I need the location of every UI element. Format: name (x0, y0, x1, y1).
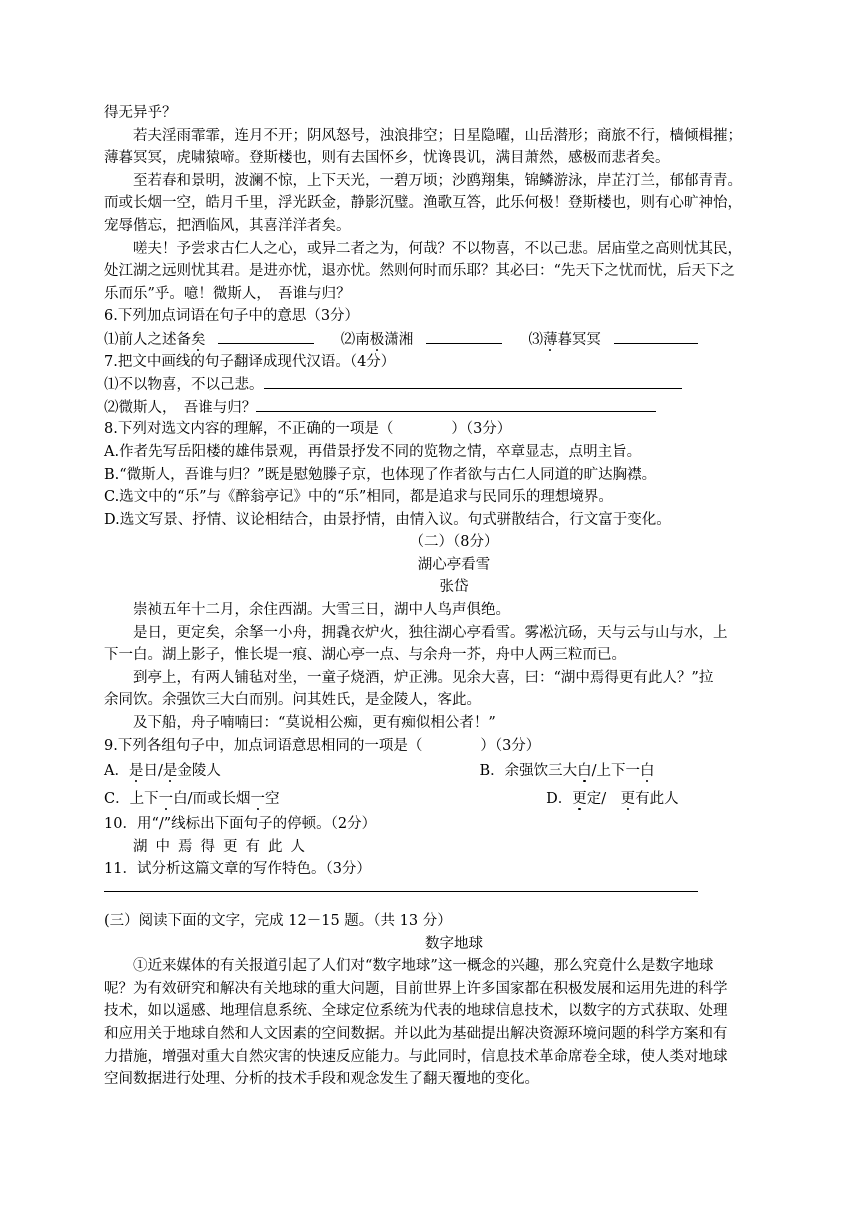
passage-line: 乐而乐”乎。噫！微斯人， 吾谁与归？ (104, 285, 351, 302)
q6-answer-blank-2[interactable] (426, 328, 502, 344)
passage-line: 下一白。湖上影子，惟长堤一痕、湖心亭一点、与余舟一芥，舟中人两三粒而已。 (104, 647, 626, 664)
q9-option-a[interactable]: A．是日/是金陵人 (104, 763, 221, 780)
q8-option-d[interactable]: D.选文写景、抒情、议论相结合，由景抒情，由情入议。句式骈散结合，行文富于变化。 (104, 511, 671, 528)
q7-answer-line-1[interactable] (264, 373, 682, 389)
q8-option-c[interactable]: C.选文中的“乐”与《醉翁亭记》中的“乐”相同，都是追求与民同乐的理想境界。 (104, 489, 613, 506)
question-10-stem: 10．用“/”线标出下面句子的停顿。（2分） (104, 816, 377, 833)
passage-line: 嗟夫！予尝求古仁人之心，或异二者之为，何哉？不以物喜，不以己悲。居庙堂之高则忧其民， (133, 240, 742, 257)
passage-line: 及下船，舟子喃喃曰：“莫说相公痴，更有痴似相公者！” (133, 715, 496, 732)
question-10-sentence[interactable]: 湖中焉得更有此人 (133, 838, 313, 855)
question-7-stem: 7.把文中画线的句子翻译成现代汉语。（4分） (104, 353, 396, 370)
passage-line: ①近来媒体的有关报道引起了人们对“数字地球”这一概念的兴趣，那么究竟什么是数字地球 (133, 958, 714, 975)
document-page (104, 102, 804, 1091)
section-2-title: 湖心亭看雪 (417, 556, 491, 573)
question-11-stem: 11．试分析这篇文章的写作特色。（3分） (104, 861, 371, 878)
q6-item-2: ⑵南极潇湘 (340, 331, 414, 348)
question-9-stem: 9.下列各组句子中，加点词语意思相同的一项是（ ）（3分） (104, 737, 541, 754)
passage-line: 崇祯五年十二月，余住西湖。大雪三日，湖中人鸟声俱绝。 (133, 602, 510, 619)
q9-option-d[interactable]: D．更定/ 更有此人 (546, 791, 679, 808)
question-8-stem: 8.下列对选文内容的理解，不正确的一项是（ ）（3分） (104, 421, 512, 438)
passage-line: 呢？为有效研究和解决有关地球的重大问题，目前世界上许多国家都在积极发展和运用先进的科学 (104, 980, 728, 997)
section-2-heading: （二）（8分） (409, 534, 499, 551)
question-6-items (104, 328, 804, 351)
q7-answer-line-2[interactable] (256, 396, 656, 412)
passage-line: 是日，更定矣，余拏一小舟，拥毳衣炉火，独往湖心亭看雪。雾凇沆砀，天与云与山与水，上 (133, 624, 728, 641)
q8-option-b[interactable]: B.“微斯人，吾谁与归？”既是慰勉滕子京，也体现了作者欲与古仁人同道的旷达胸襟。 (104, 466, 657, 483)
passage-line: 薄暮冥冥，虎啸猿啼。登斯楼也，则有去国怀乡，忧谗畏讥，满目萧然，感极而悲者矣。 (104, 150, 670, 167)
question-7-item-1: ⑴不以物喜，不以己悲。 (104, 373, 804, 396)
passage-line: 技术，如以遥感、地理信息系统、全球定位系统为代表的地球信息技术，以数字的方式获取、处理 (104, 1003, 728, 1020)
q9-options-row-1 (104, 757, 804, 785)
passage-line: 得无异乎？ (104, 105, 177, 121)
passage-line: 而或长烟一空，皓月千里，浮光跃金，静影沉璧。渔歌互答，此乐何极！登斯楼也，则有心旷神怡， (104, 195, 742, 212)
q9-option-b[interactable]: B．余强饮三大白/上下一白 (479, 763, 655, 780)
passage-line: 力措施，增强对重大自然灾害的快速反应能力。与此同时，信息技术革命席卷全球，使人类对地球 (104, 1048, 728, 1065)
q6-answer-blank-3[interactable] (614, 328, 698, 344)
q9-option-c[interactable]: C．上下一白/而或长烟一空 (104, 791, 280, 808)
q6-item-3: ⑶薄暮冥冥 (528, 331, 601, 348)
section-3-heading: (三）阅读下面的文字，完成 12－15 题。（共 13 分） (104, 913, 452, 929)
passage-line: 处江湖之远则忧其君。是进亦忧，退亦忧。然则何时而乐耶？其必曰：“先天下之忧而忧，后天下之 (104, 263, 735, 280)
passage-line: 宠辱偕忘，把酒临风，其喜洋洋者矣。 (104, 217, 351, 234)
passage-line: 至若春和景明，波澜不惊，上下天光，一碧万顷；沙鸥翔集，锦鳞游泳，岸芷汀兰，郁郁青青。 (133, 172, 742, 189)
section-3-title: 数字地球 (425, 935, 483, 952)
question-7-item-2: ⑵微斯人， 吾谁与归？ (104, 396, 804, 419)
section-2-author: 张岱 (439, 579, 469, 596)
q9-options-row-2 (104, 785, 804, 813)
passage-line: 空间数据进行处理、分析的技术手段和观念发生了翻天覆地的变化。 (104, 1071, 539, 1088)
passage-line: 到亭上，有两人铺毡对坐，一童子烧酒，炉正沸。见余大喜，曰：“湖中焉得更有此人？”拉 (133, 669, 714, 686)
q6-item-1: ⑴前人之述备矣 (104, 331, 206, 348)
spacer (104, 892, 804, 910)
passage-line: 和应用关于地球自然和人文因素的空间数据。并以此为基础提出解决资源环境问题的科学方案和有 (104, 1025, 728, 1042)
passage-line: 若夫淫雨霏霏，连月不开；阴风怒号，浊浪排空；日星隐曜，山岳潜形；商旅不行，樯倾楫摧； (133, 127, 742, 144)
q8-option-a[interactable]: A.作者先写岳阳楼的雄伟景观，再借景抒发不同的览物之情，卒章显志，点明主旨。 (104, 443, 642, 460)
passage-line: 余同饮。余强饮三大白而别。问其姓氏，是金陵人，客此。 (104, 692, 481, 709)
q6-answer-blank-1[interactable] (218, 328, 314, 344)
question-6-stem: 6.下列加点词语在句子中的意思（3分） (104, 308, 360, 325)
